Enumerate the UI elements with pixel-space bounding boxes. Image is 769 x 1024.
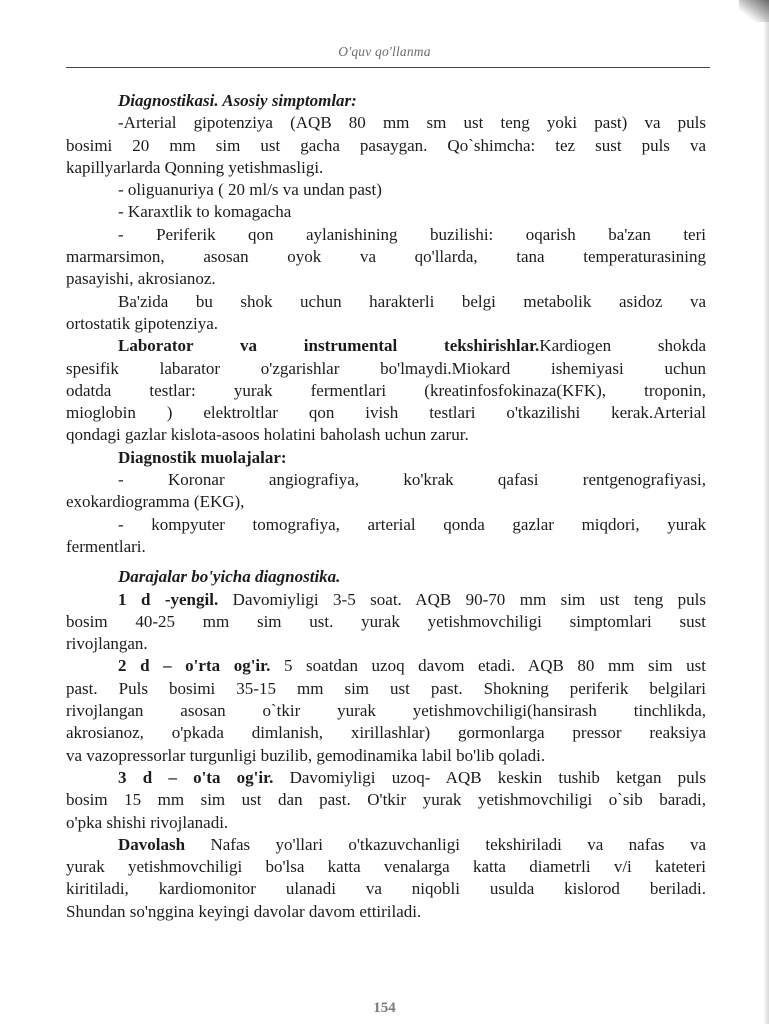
page-body: [66, 90, 706, 923]
text-line: 2 d – o'rta og'ir. 5 soatdan uzoq davom etadi. AQB 80 mm sim ust: [118, 656, 706, 676]
text-line: Shundan so'nggina keyingi davolar davom ettiriladi.: [66, 901, 422, 921]
page-edge: [763, 0, 769, 1024]
text-line: rivojlangan asosan o`tkir yurak yetishmovchiligi(hansirash tinchlikda,: [66, 701, 706, 721]
text-line: - kompyuter tomografiya, arterial qonda gazlar miqdori, yurak: [118, 514, 706, 534]
running-header: O'quv qo'llanma: [338, 44, 431, 59]
text-line: pasayishi, akrosianoz.: [66, 269, 216, 289]
text-line: Ba'zida bu shok uchun harakterli belgi metabolik asidoz va: [118, 291, 706, 311]
text-line: odatda testlar: yurak fermentlari (kreatinfosfokinaza(KFK), troponin,: [66, 380, 706, 400]
text-line: akrosianoz, o'pkada dimlanish, xirillashlar) gormonlarga pressor reaksiya: [66, 723, 706, 743]
text-line: exokardiogramma (EKG),: [66, 492, 245, 512]
text-line: Darajalar bo'yicha diagnostika.: [118, 567, 341, 587]
header-rule: [66, 67, 710, 68]
page-number: 154: [373, 1000, 396, 1016]
text-line: qondagi gazlar kislota-asoos holatini baholash uchun zarur.: [66, 425, 469, 445]
text-line: va vazopressorlar turgunligi buzilib, gemodinamika labil bo'lib qoladi.: [66, 745, 546, 765]
text-line: kapillyarlarda Qonning yetishmasligi.: [66, 157, 324, 177]
text-line: Diagnostik muolajalar:: [118, 447, 287, 467]
text-line: o'pka shishi rivojlanadi.: [66, 812, 229, 832]
text-line: - Periferik qon aylanishining buzilishi: oqarish ba'zan teri: [118, 224, 706, 244]
text-line: spesifik labarator o'zgarishlar bo'lmaydi.Miokard ishemiyasi uchun: [66, 358, 706, 378]
text-line: Diagnostikasi. Asosiy simptomlar:: [118, 91, 357, 110]
text-line: Laborator va instrumental tekshirishlar.Kardiogen shokda: [118, 336, 706, 356]
text-line: past. Puls bosimi 35-15 mm sim ust past. Shokning periferik belgilari: [66, 678, 706, 698]
text-line: rivojlangan.: [66, 634, 148, 654]
text-line: mioglobin ) elektroltlar qon ivish testlari o'tkazilishi kerak.Arterial: [66, 403, 706, 423]
text-line: yurak yetishmovchiligi bo'lsa katta venalarga katta diametrli v/i kateteri: [66, 857, 706, 877]
text-line: fermentlari.: [66, 536, 146, 556]
text-line: Davolash Nafas yo'llari o'tkazuvchanligi tekshiriladi va nafas va: [118, 834, 706, 854]
text-line: - Koronar angiografiya, ko'krak qafasi rentgenografiyasi,: [118, 470, 706, 490]
section-gap: [66, 558, 706, 566]
text-line: 3 d – o'ta og'ir. Davomiyligi uzoq- AQB keskin tushib ketgan puls: [118, 767, 706, 787]
scan-corner-shadow: [739, 0, 769, 22]
text-line: bosim 40-25 mm sim ust. yurak yetishmovchiligi simptomlari sust: [66, 611, 706, 631]
text-line: bosimi 20 mm sim ust gacha pasaygan. Qo`shimcha: tez sust puls va: [66, 135, 706, 155]
text-line: kiritiladi, kardiomonitor ulanadi va niqobli usulda kislorod beriladi.: [66, 879, 706, 899]
text-line: bosim 15 mm sim ust dan past. O'tkir yurak yetishmovchiligi o`sib baradi,: [66, 790, 706, 810]
text-line: - oliguanuriya ( 20 ml/s va undan past): [118, 180, 382, 200]
text-line: marmarsimon, asosan oyok va qo'llarda, tana temperaturasining: [66, 247, 706, 267]
text-line: 1 d -yengil. Davomiyligi 3-5 soat. AQB 90-70 mm sim ust teng puls: [118, 589, 707, 609]
text-line: -Arterial gipotenziya (AQB 80 mm sm ust teng yoki past) va puls: [118, 113, 706, 133]
text-line: - Karaxtlik to komagacha: [118, 202, 292, 222]
text-line: ortostatik gipotenziya.: [66, 313, 219, 333]
